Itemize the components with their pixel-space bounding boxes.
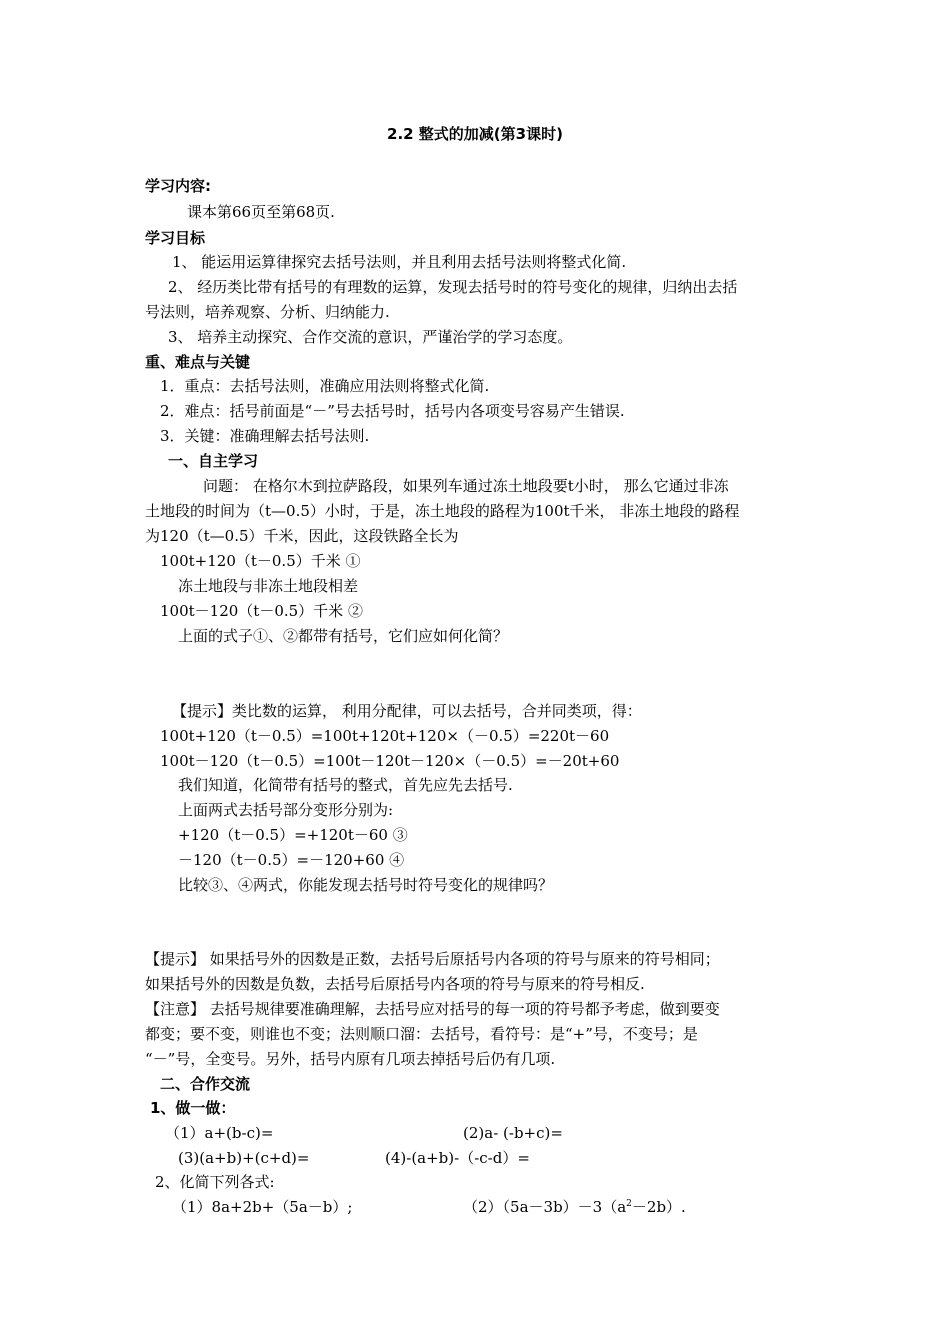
note-line-3: “－”号，全变号。另外，括号内原有几项去掉括号后仍有几项. — [145, 1050, 556, 1068]
hint-1: 【提示】类比数的运算， 利用分配律，可以去括号，合并同类项，得： — [172, 702, 642, 720]
exercise-1-item-1: （1）a+(b-c)= — [165, 1124, 274, 1142]
problem-line-1: 问题： 在格尔木到拉萨路段，如果列车通过冻土地段要t小时， 那么它通过非冻 — [203, 477, 729, 495]
question-1: 上面的式子①、②都带有括号，它们应如何化简？ — [178, 627, 509, 645]
equation-5: +120（t－0.5）=+120t－60 ③ — [178, 826, 408, 844]
note-line-2: 都变；要不变，则谁也不变；法则顺口溜：去括号，看符号：是“+”号，不变号；是 — [145, 1025, 698, 1043]
goal-3: 3、 培养主动探究、合作交流的意识，严谨治学的学习态度。 — [168, 328, 573, 346]
equation-1: 100t+120（t－0.5）千米 ① — [160, 552, 361, 570]
exercise-1-heading: 1、做一做： — [150, 1099, 236, 1117]
exercise-2-heading: 2、化简下列各式: — [155, 1173, 275, 1191]
question-2: 比较③、④两式，你能发现去括号时符号变化的规律吗？ — [178, 876, 554, 894]
equation-6: －120（t－0.5）=－120+60 ④ — [178, 851, 405, 869]
key-point-3: 3．关键：准确理解去括号法则. — [160, 427, 370, 445]
exercise-2-item-2-part-b: －2b）. — [631, 1198, 686, 1216]
exercise-1-item-2: (2)a- (-b+c)= — [463, 1124, 563, 1142]
exponent: 2 — [626, 1199, 632, 1209]
problem-line-4: 冻土地段与非冻土地段相差 — [178, 577, 359, 595]
exercise-2-item-2 — [463, 1197, 686, 1217]
exercise-2-item-2-part-a: （2）（5a－3b）－3（a — [463, 1198, 627, 1216]
key-point-1: 1．重点：去括号法则，准确应用法则将整式化简. — [160, 377, 490, 395]
hint-2-line-1: 【提示】 如果括号外的因数是正数，去括号后原括号内各项的符号与原来的符号相同； — [145, 950, 720, 968]
equation-4: 100t－120（t－0.5）=100t－120t－120×（－0.5）=－20t+60 — [160, 752, 620, 770]
goals-heading: 学习目标 — [145, 229, 206, 247]
explanation-2: 上面两式去括号部分变形分别为: — [178, 801, 394, 819]
problem-line-3: 为120（t—0.5）千米，因此，这段铁路全长为 — [145, 527, 459, 545]
exercise-1-item-4: (4)-(a+b)-（-c-d）= — [385, 1149, 530, 1167]
section-cooperation: 二、合作交流 — [160, 1075, 251, 1093]
page-title: 2.2 整式的加减(第3课时) — [387, 125, 563, 143]
hint-2-line-2: 如果括号外的因数是负数，去括号后原括号内各项的符号与原来的符号相反. — [145, 975, 645, 993]
key-point-2: 2．难点：括号前面是“－”号去括号时，括号内各项变号容易产生错误. — [160, 402, 625, 420]
note-line-1: 【注意】 去括号规律要准确理解，去括号应对括号的每一项的符号都予考虑，做到要变 — [145, 1000, 720, 1018]
problem-line-2: 土地段的时间为（t—0.5）小时，于是，冻土地段的路程为100t千米， 非冻土地段的路程 — [145, 502, 740, 520]
goal-1: 1、 能运用运算律探究去括号法则，并且利用去括号法则将整式化简. — [172, 253, 627, 271]
content-heading: 学习内容: — [145, 177, 211, 195]
section-self-study: 一、自主学习 — [168, 452, 259, 470]
equation-2: 100t－120（t－0.5）千米 ② — [160, 602, 363, 620]
content-text: 课本第66页至第68页. — [187, 203, 335, 221]
exercise-1-item-3: (3)(a+b)+(c+d)= — [178, 1149, 310, 1167]
key-points-heading: 重、难点与关键 — [145, 353, 251, 371]
equation-3: 100t+120（t－0.5）=100t+120t+120×（－0.5）=220t－60 — [160, 727, 610, 745]
goal-2-line-2: 号法则，培养观察、分析、归纳能力. — [145, 303, 390, 321]
explanation-1: 我们知道，化简带有括号的整式，首先应先去括号. — [178, 776, 513, 794]
exercise-2-item-1: （1）8a+2b+（5a－b）; — [172, 1198, 353, 1216]
goal-2-line-1: 2、 经历类比带有括号的有理数的运算，发现去括号时的符号变化的规律，归纳出去括 — [168, 278, 738, 296]
